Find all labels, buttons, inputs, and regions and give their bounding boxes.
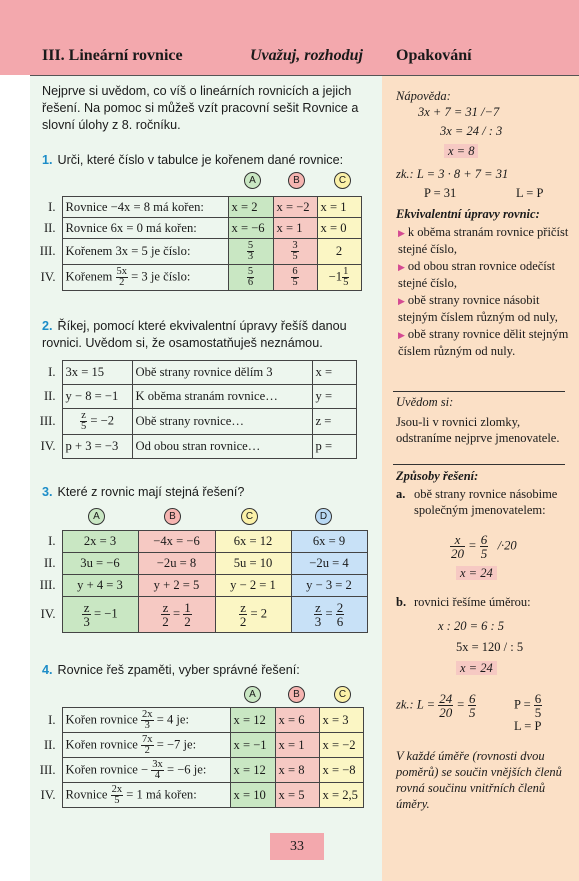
row-number: II. [43,220,56,235]
col-c-badge: C [334,686,351,703]
operation-cell: Od obou stran rovnice… [132,435,312,459]
equation-c[interactable]: $\frac{z}{2}$ = 2 [215,597,291,633]
task4-table [30,707,364,808]
equiv-list [398,224,570,359]
table-row [30,239,361,265]
answer-b[interactable]: x = −2 [273,197,317,218]
task1-text: Urči, které číslo v tabulce je kořenem dané rovnice: [57,153,344,167]
way-a-result: x = 24 [456,565,497,581]
operation-cell: Obě strany rovnice… [132,409,312,435]
row-number: I. [48,534,56,548]
question-cell: Kořen rovnice $\frac{7x}{2}$ = −7 je: [62,733,230,758]
task2-number: 2. [42,319,53,333]
answer-b[interactable]: x = 1 [275,733,319,758]
row-number: II. [43,556,56,570]
question-cell: Rovnice −4x = 8 má kořen: [62,197,228,218]
row-number: I. [48,712,56,727]
answer-a[interactable]: x = −1 [230,733,275,758]
equation-a[interactable]: $\frac{z}{3}$ = −1 [62,597,138,633]
answer-b[interactable]: x = 1 [273,218,317,239]
equation-d[interactable]: $\frac{z}{3}$ = $\frac{2}{6}$ [291,597,367,633]
equation-d[interactable]: −2u = 4 [291,553,367,575]
table-row [30,361,356,385]
question-cell: Rovnice $\frac{2x}{5}$ = 1 má kořen: [62,783,230,808]
task3-text: Které z rovnic mají stejná řešení? [57,485,245,499]
col-b-badge: B [288,172,305,189]
equation-d[interactable]: y − 3 = 2 [291,575,367,597]
task2-text: Říkej, pomocí které ekvivalentní úpravy řešíš danou rovnici. Uvědom si, že osamostatňuješ neznámou. [42,319,347,350]
task1-table [30,196,362,291]
answer-a[interactable]: $\frac{5}{6}$ [228,265,273,291]
divider [393,464,565,465]
check2-right: P = $\frac{6}{5}$ [514,691,542,720]
task4-text: Rovnice řeš zpaměti, vyber správné řešení: [57,663,300,677]
answer-c[interactable]: x = 1 [317,197,361,218]
page-number: 33 [270,833,324,860]
row-number: III. [39,578,56,592]
task2-table [30,360,357,459]
equation-c[interactable]: 6x = 12 [215,531,291,553]
operation-cell: Obě strany rovnice dělím 3 [132,361,312,385]
operation-cell: K oběma stranám rovnice… [132,385,312,409]
row-number: II. [43,737,56,752]
answer-c[interactable]: x = 2,5 [319,783,363,808]
row-number: II. [43,389,56,403]
equation-cell: y − 8 = −1 [62,385,132,409]
answer-a[interactable]: x = 2 [228,197,273,218]
row-number: IV. [40,439,56,453]
col-a-badge: A [88,508,105,525]
task2-heading [42,318,372,352]
remember-title: Uvědom si: [396,395,454,409]
equation-a[interactable]: y + 4 = 3 [62,575,138,597]
way-b-line-2: 5x = 120 / : 5 [456,640,524,654]
row-number: IV. [40,607,56,621]
task3-number: 3. [42,485,53,499]
answer-c[interactable]: x = −2 [319,733,363,758]
list-item: ▶ k oběma stranám rovnice přičíst stejné číslo, [398,225,569,256]
row-number: III. [39,414,56,428]
table-row [30,708,363,733]
equation-cell: 3x = 15 [62,361,132,385]
equation-b[interactable]: −2u = 8 [138,553,215,575]
table-row [30,435,356,459]
answer-a[interactable]: x = −6 [228,218,273,239]
check2-lp: L = P [514,719,542,733]
answer-b[interactable]: $\frac{6}{5}$ [273,265,317,291]
check-line-1: zk.: L = 3 · 8 + 7 = 31 [396,167,509,181]
table-row [30,733,363,758]
question-cell: Rovnice 6x = 0 má kořen: [62,218,228,239]
question-cell: Kořen rovnice $\frac{2x}{3}$ = 4 je: [62,708,230,733]
table-row [30,265,361,291]
col-a-badge: A [244,172,261,189]
answer-c[interactable]: x = 0 [317,218,361,239]
answer-c[interactable]: 2 [317,239,361,265]
proportion-note: V každé úměře (rovnosti dvou poměrů) se součin vnějších členů rovná součinu vnitřních členů úměry. [396,749,562,811]
col-c-badge: C [241,508,258,525]
equation-b[interactable]: $\frac{z}{2}$ = $\frac{1}{2}$ [138,597,215,633]
check-lp: L = P [516,186,544,200]
row-number: IV. [40,270,56,284]
way-b-label: b. [396,595,407,609]
answer-b[interactable]: x = 6 [275,708,319,733]
col-b-badge: B [288,686,305,703]
row-number: I. [48,365,56,379]
way-b-text: rovnici řešíme úměrou: [414,595,531,609]
equation-a[interactable]: 3u = −6 [62,553,138,575]
table-row [30,597,367,633]
hint-result: x = 8 [444,143,478,159]
task4-number: 4. [42,663,53,677]
intro-text: Nejprve si uvědom, co víš o lineárních rovnicích a jejich řešení. Na pomoc si můžeš vzít pracovní sešit Rovnice a slovní úlohy z 8. ročníku. [42,84,359,132]
question-cell: Kořenem $\frac{5x}{2}$ = 3 je číslo: [62,265,228,291]
result-cell[interactable]: x = [312,361,356,385]
remember-text: Jsou-li v rovnici zlomky, odstraníme nejprve jmenovatele. [396,415,560,445]
hint-line-2: 3x = 24 / : 3 [440,124,503,138]
section-subtitle: Uvažuj, rozhoduj [250,47,363,64]
hint-line-1: 3x + 7 = 31 /−7 [418,105,500,119]
check2-left: zk.: L = $\frac{24}{20}$ = $\frac{6}{5}$ [396,691,476,720]
equation-d[interactable]: 6x = 9 [291,531,367,553]
row-number: I. [48,199,56,214]
row-number: III. [39,244,56,258]
task3-heading [42,484,244,501]
equation-b[interactable]: −4x = −6 [138,531,215,553]
way-a-label: a. [396,487,406,501]
equation-cell: p + 3 = −3 [62,435,132,459]
result-cell[interactable]: y = [312,385,356,409]
equation-cell: $\frac{z}{5}$ = −2 [62,409,132,435]
col-d-badge: D [315,508,332,525]
row-number: III. [39,762,56,777]
table-row [30,197,361,218]
answer-c[interactable]: −1 $\frac{1}{5}$ [317,265,361,291]
table-row [30,758,363,783]
equiv-title: Ekvivalentní úpravy rovnic: [396,207,540,221]
list-item: ▶ obě strany rovnice násobit stejným číslem různým od nuly, [398,293,558,324]
answer-c[interactable]: x = 3 [319,708,363,733]
row-number: IV. [40,787,56,802]
result-cell[interactable]: z = [312,409,356,435]
answer-a[interactable]: x = 12 [230,708,275,733]
question-cell: Kořenem 3x = 5 je číslo: [62,239,228,265]
hint-title: Nápověda: [396,89,451,103]
chapter-title: III. Lineární rovnice [42,47,183,64]
answer-a[interactable]: $\frac{5}{3}$ [228,239,273,265]
equation-c[interactable]: 5u = 10 [215,553,291,575]
col-c-badge: C [334,172,351,189]
answer-a[interactable]: x = 12 [230,758,275,783]
table-row [30,385,356,409]
list-item: ▶ od obou stran rovnice odečíst stejné číslo, [398,259,556,290]
task3-table [30,530,368,633]
answer-b[interactable]: $\frac{3}{5}$ [273,239,317,265]
table-row [30,531,367,553]
task1-heading [42,152,343,169]
ways-title: Způsoby řešení: [396,469,479,483]
table-row [30,575,367,597]
equation-a[interactable]: 2x = 3 [62,531,138,553]
way-b-result: x = 24 [456,660,497,676]
header-rule [30,75,579,76]
check-p: P = 31 [424,186,457,200]
equation-b[interactable]: y + 2 = 5 [138,575,215,597]
equation-c[interactable]: y − 2 = 1 [215,575,291,597]
result-cell[interactable]: p = [312,435,356,459]
table-row [30,783,363,808]
task4-heading [42,662,300,679]
way-a-text: obě strany rovnice násobime společným jmenovatelem: [414,487,558,517]
answer-b[interactable]: x = 5 [275,783,319,808]
side-title: Opakování [396,47,472,64]
divider [393,391,565,392]
way-b-proportion: x : 20 = 6 : 5 [438,619,505,633]
table-row [30,218,361,239]
answer-a[interactable]: x = 10 [230,783,275,808]
way-a-equation: $\frac{x}{20}$ = $\frac{6}{5}$ /·20 [451,532,517,561]
col-a-badge: A [244,686,261,703]
table-row [30,553,367,575]
col-b-badge: B [164,508,181,525]
answer-b[interactable]: x = 8 [275,758,319,783]
list-item: ▶ obě strany rovnice dělit stejným číslem různým od nuly. [398,327,569,358]
question-cell: Kořen rovnice − $\frac{3x}{4}$ = −6 je: [62,758,230,783]
table-row [30,409,356,435]
answer-c[interactable]: x = −8 [319,758,363,783]
task1-number: 1. [42,153,53,167]
